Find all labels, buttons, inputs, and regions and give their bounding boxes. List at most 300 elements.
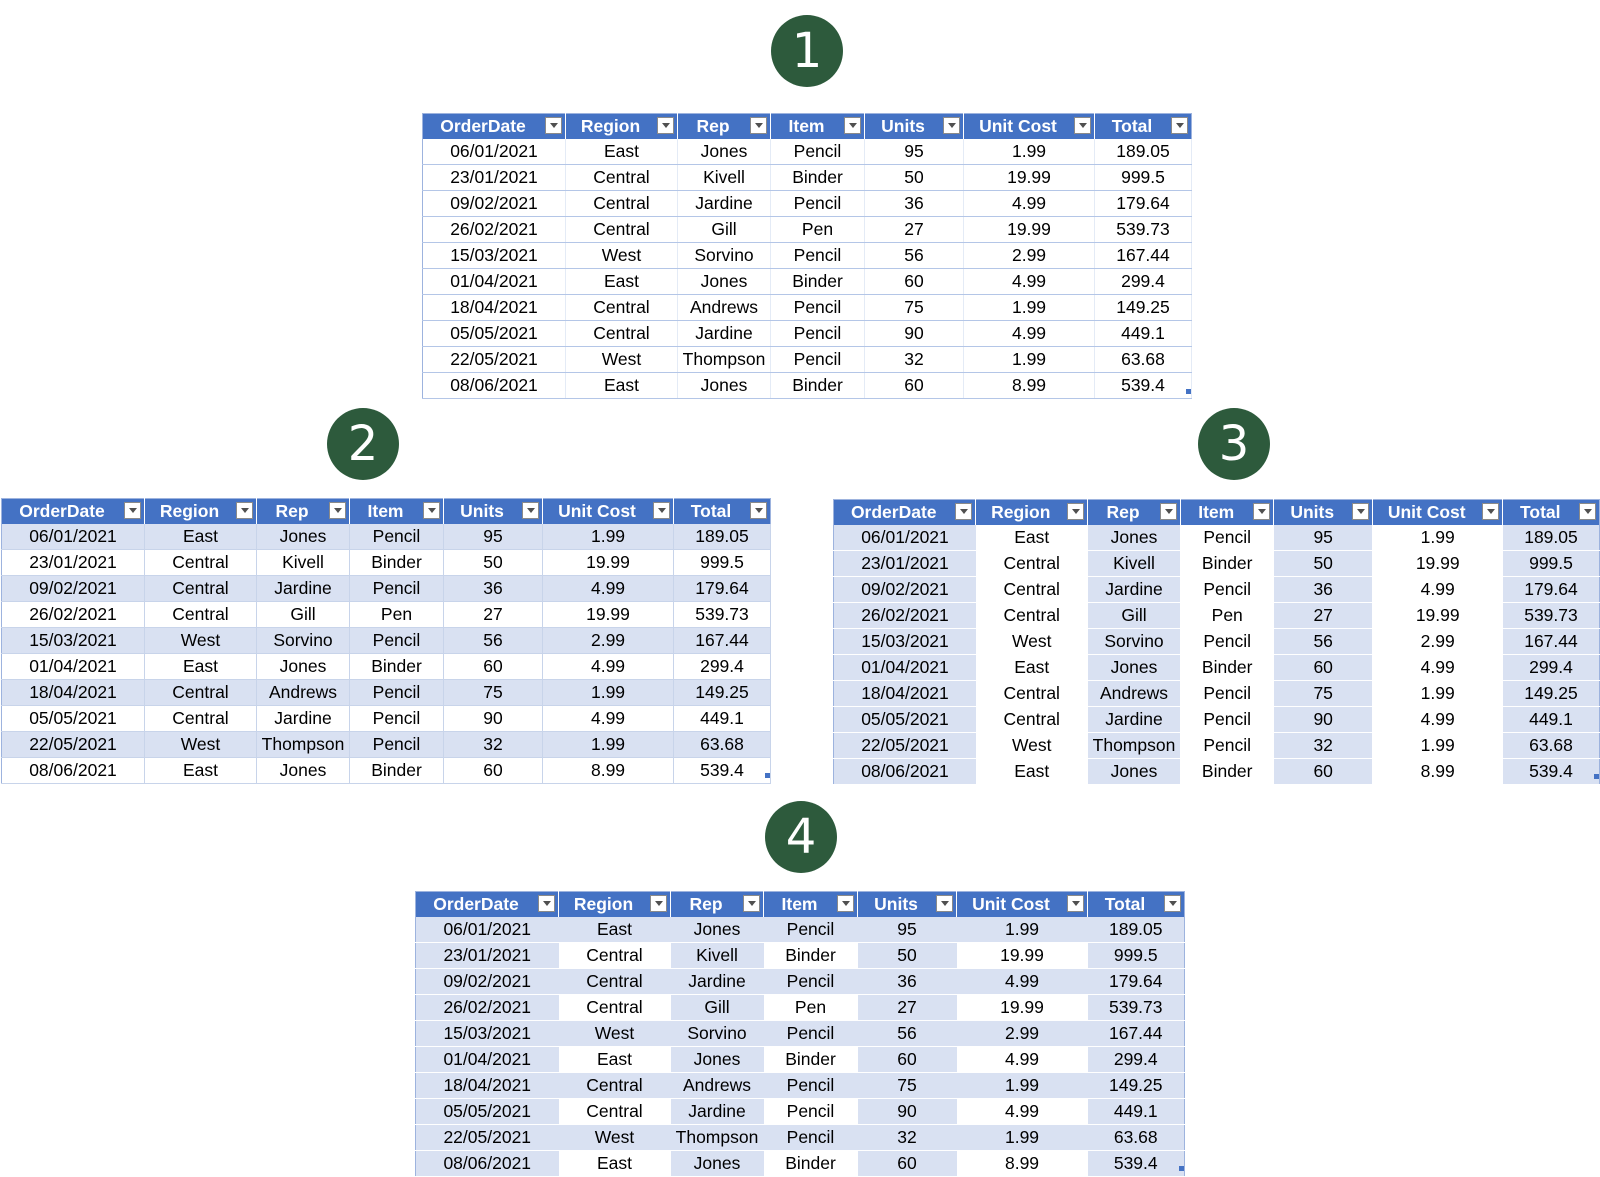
table-cell[interactable]: 22/05/2021 (416, 1125, 559, 1151)
table-cell[interactable]: 449.1 (674, 706, 771, 732)
table-cell[interactable]: Central (559, 1099, 671, 1125)
table-cell[interactable]: Central (566, 165, 678, 191)
filter-dropdown-icon[interactable] (955, 503, 972, 520)
table-cell[interactable]: 36 (1274, 577, 1373, 603)
table-cell[interactable]: 27 (858, 995, 957, 1021)
filter-dropdown-icon[interactable] (653, 502, 670, 519)
table-cell[interactable]: 539.4 (1088, 1151, 1185, 1177)
table-cell[interactable]: 01/04/2021 (416, 1047, 559, 1073)
table-cell[interactable]: 01/04/2021 (2, 654, 145, 680)
table-cell[interactable]: Pencil (764, 1125, 858, 1151)
table-cell[interactable]: Jardine (257, 576, 350, 602)
table-cell[interactable]: 149.25 (1503, 681, 1600, 707)
filter-dropdown-icon[interactable] (650, 895, 667, 912)
table-cell[interactable]: Jones (257, 524, 350, 550)
table-cell[interactable]: 1.99 (1372, 681, 1503, 707)
table-cell[interactable]: 26/02/2021 (423, 217, 566, 243)
table-cell[interactable]: 167.44 (1088, 1021, 1185, 1047)
filter-dropdown-icon[interactable] (837, 895, 854, 912)
table-cell[interactable]: Jones (671, 1151, 764, 1177)
table-cell[interactable]: 8.99 (957, 1151, 1088, 1177)
table-cell[interactable]: 299.4 (674, 654, 771, 680)
table-cell[interactable]: East (976, 655, 1088, 681)
table-cell[interactable]: 26/02/2021 (416, 995, 559, 1021)
filter-dropdown-icon[interactable] (1067, 503, 1084, 520)
filter-dropdown-icon[interactable] (936, 895, 953, 912)
table-cell[interactable]: 63.68 (1503, 733, 1600, 759)
table-cell[interactable]: Jones (1088, 655, 1181, 681)
table-cell[interactable]: 449.1 (1088, 1099, 1185, 1125)
table-cell[interactable]: 4.99 (964, 191, 1095, 217)
table-cell[interactable]: Gill (678, 217, 771, 243)
table-cell[interactable]: Sorvino (257, 628, 350, 654)
table-cell[interactable]: 06/01/2021 (423, 139, 566, 165)
table-cell[interactable]: Central (559, 995, 671, 1021)
table-cell[interactable]: 2.99 (543, 628, 674, 654)
table-cell[interactable]: 167.44 (1503, 629, 1600, 655)
table-cell[interactable]: Pencil (771, 321, 865, 347)
table-cell[interactable]: Thompson (1088, 733, 1181, 759)
table-cell[interactable]: 539.4 (674, 758, 771, 784)
table-cell[interactable]: 2.99 (1372, 629, 1503, 655)
table-cell[interactable]: 19.99 (957, 943, 1088, 969)
filter-dropdown-icon[interactable] (1160, 503, 1177, 520)
table-cell[interactable]: Gill (1088, 603, 1181, 629)
table-cell[interactable]: 63.68 (1088, 1125, 1185, 1151)
filter-dropdown-icon[interactable] (1074, 117, 1091, 134)
table-cell[interactable]: Central (559, 943, 671, 969)
table-cell[interactable]: 09/02/2021 (834, 577, 976, 603)
table-cell[interactable]: West (559, 1125, 671, 1151)
table-cell[interactable]: Central (566, 191, 678, 217)
table-cell[interactable]: Jardine (1088, 707, 1181, 733)
table-cell[interactable]: 75 (1274, 681, 1373, 707)
table-cell[interactable]: 999.5 (674, 550, 771, 576)
table-cell[interactable]: 539.4 (1095, 373, 1192, 399)
table-cell[interactable]: 60 (1274, 759, 1373, 785)
table-cell[interactable]: 4.99 (1372, 577, 1503, 603)
table-cell[interactable]: 179.64 (1095, 191, 1192, 217)
table-cell[interactable]: Jones (678, 269, 771, 295)
table-cell[interactable]: 999.5 (1088, 943, 1185, 969)
table-cell[interactable]: 539.73 (1088, 995, 1185, 1021)
table-cell[interactable]: 539.73 (1503, 603, 1600, 629)
table-cell[interactable]: Jardine (678, 321, 771, 347)
table-cell[interactable]: 1.99 (957, 1073, 1088, 1099)
table-cell[interactable]: 299.4 (1095, 269, 1192, 295)
table-cell[interactable]: Pen (771, 217, 865, 243)
table-cell[interactable]: Kivell (678, 165, 771, 191)
table-cell[interactable]: Kivell (671, 943, 764, 969)
table-cell[interactable]: 189.05 (1503, 525, 1600, 551)
table-cell[interactable]: 95 (865, 139, 964, 165)
table-cell[interactable]: Central (145, 602, 257, 628)
filter-dropdown-icon[interactable] (844, 117, 861, 134)
table-cell[interactable]: 75 (444, 680, 543, 706)
table-cell[interactable]: Thompson (257, 732, 350, 758)
table-cell[interactable]: 60 (444, 654, 543, 680)
table-cell[interactable]: Central (559, 969, 671, 995)
table-cell[interactable]: 1.99 (543, 680, 674, 706)
table-cell[interactable]: 60 (865, 269, 964, 295)
filter-dropdown-icon[interactable] (329, 502, 346, 519)
table-cell[interactable]: Central (976, 551, 1088, 577)
table-cell[interactable]: 8.99 (543, 758, 674, 784)
table-cell[interactable]: 8.99 (964, 373, 1095, 399)
table-cell[interactable]: 1.99 (1372, 733, 1503, 759)
table-cell[interactable]: 4.99 (957, 969, 1088, 995)
table-cell[interactable]: 05/05/2021 (416, 1099, 559, 1125)
table-cell[interactable]: Binder (1180, 759, 1273, 785)
filter-dropdown-icon[interactable] (423, 502, 440, 519)
table-cell[interactable]: Binder (764, 943, 858, 969)
table-cell[interactable]: 4.99 (1372, 655, 1503, 681)
table-cell[interactable]: 1.99 (543, 524, 674, 550)
table-cell[interactable]: 60 (444, 758, 543, 784)
table-cell[interactable]: 4.99 (964, 321, 1095, 347)
filter-dropdown-icon[interactable] (1067, 895, 1084, 912)
table-cell[interactable]: 1.99 (1372, 525, 1503, 551)
table-cell[interactable]: 95 (858, 917, 957, 943)
table-cell[interactable]: Jardine (671, 1099, 764, 1125)
table-cell[interactable]: East (566, 139, 678, 165)
table-cell[interactable]: 23/01/2021 (834, 551, 976, 577)
table-cell[interactable]: 149.25 (1095, 295, 1192, 321)
table-cell[interactable]: Sorvino (1088, 629, 1181, 655)
table-cell[interactable]: 299.4 (1503, 655, 1600, 681)
table-cell[interactable]: Central (145, 576, 257, 602)
table-cell[interactable]: 1.99 (964, 295, 1095, 321)
table-cell[interactable]: Sorvino (671, 1021, 764, 1047)
table-cell[interactable]: 19.99 (543, 602, 674, 628)
table-cell[interactable]: 4.99 (543, 576, 674, 602)
table-cell[interactable]: Pencil (771, 295, 865, 321)
table-cell[interactable]: West (976, 629, 1088, 655)
table-cell[interactable]: 23/01/2021 (423, 165, 566, 191)
table-cell[interactable]: Pencil (350, 732, 444, 758)
table-cell[interactable]: 22/05/2021 (423, 347, 566, 373)
table-cell[interactable]: 149.25 (674, 680, 771, 706)
table-cell[interactable]: 1.99 (964, 347, 1095, 373)
table-cell[interactable]: 22/05/2021 (2, 732, 145, 758)
table-cell[interactable]: 50 (858, 943, 957, 969)
table-cell[interactable]: Pen (1180, 603, 1273, 629)
table-cell[interactable]: Pencil (1180, 733, 1273, 759)
table-cell[interactable]: 179.64 (674, 576, 771, 602)
table-cell[interactable]: Central (976, 707, 1088, 733)
table-cell[interactable]: 19.99 (1372, 603, 1503, 629)
table-cell[interactable]: Pencil (771, 191, 865, 217)
table-cell[interactable]: 539.73 (674, 602, 771, 628)
table-cell[interactable]: Central (566, 295, 678, 321)
table-cell[interactable]: 2.99 (957, 1021, 1088, 1047)
table-cell[interactable]: 63.68 (674, 732, 771, 758)
table-cell[interactable]: Sorvino (678, 243, 771, 269)
table-cell[interactable]: West (559, 1021, 671, 1047)
table-cell[interactable]: 56 (865, 243, 964, 269)
table-cell[interactable]: 01/04/2021 (834, 655, 976, 681)
table-resize-handle[interactable] (765, 773, 770, 778)
table-cell[interactable]: 36 (444, 576, 543, 602)
table-cell[interactable]: East (145, 758, 257, 784)
table-cell[interactable]: 26/02/2021 (834, 603, 976, 629)
table-cell[interactable]: Central (145, 550, 257, 576)
table-cell[interactable]: 50 (444, 550, 543, 576)
table-cell[interactable]: Pencil (350, 706, 444, 732)
table-cell[interactable]: 50 (1274, 551, 1373, 577)
table-cell[interactable]: 27 (444, 602, 543, 628)
filter-dropdown-icon[interactable] (750, 117, 767, 134)
filter-dropdown-icon[interactable] (1482, 503, 1499, 520)
table-resize-handle[interactable] (1179, 1166, 1184, 1171)
table-cell[interactable]: 23/01/2021 (2, 550, 145, 576)
table-cell[interactable]: 32 (444, 732, 543, 758)
table-cell[interactable]: 90 (865, 321, 964, 347)
table-cell[interactable]: Central (976, 681, 1088, 707)
table-cell[interactable]: East (559, 1047, 671, 1073)
table-cell[interactable]: 18/04/2021 (416, 1073, 559, 1099)
table-cell[interactable]: Jones (257, 654, 350, 680)
table-cell[interactable]: 05/05/2021 (423, 321, 566, 347)
table-cell[interactable]: 179.64 (1088, 969, 1185, 995)
table-cell[interactable]: Pencil (764, 969, 858, 995)
table-cell[interactable]: 189.05 (1095, 139, 1192, 165)
table-cell[interactable]: Pencil (771, 347, 865, 373)
table-cell[interactable]: 167.44 (674, 628, 771, 654)
table-cell[interactable]: 95 (1274, 525, 1373, 551)
table-cell[interactable]: East (559, 1151, 671, 1177)
table-cell[interactable]: West (566, 347, 678, 373)
table-cell[interactable]: 56 (858, 1021, 957, 1047)
table-cell[interactable]: Binder (771, 269, 865, 295)
table-cell[interactable]: 09/02/2021 (416, 969, 559, 995)
table-cell[interactable]: 27 (1274, 603, 1373, 629)
table-cell[interactable]: Jones (678, 139, 771, 165)
table-resize-handle[interactable] (1186, 389, 1191, 394)
table-cell[interactable]: 15/03/2021 (834, 629, 976, 655)
table-cell[interactable]: East (976, 525, 1088, 551)
table-cell[interactable]: 22/05/2021 (834, 733, 976, 759)
table-cell[interactable]: 4.99 (1372, 707, 1503, 733)
table-cell[interactable]: Jardine (1088, 577, 1181, 603)
table-cell[interactable]: Pencil (764, 1073, 858, 1099)
table-cell[interactable]: Andrews (671, 1073, 764, 1099)
table-cell[interactable]: 08/06/2021 (416, 1151, 559, 1177)
table-cell[interactable]: East (566, 373, 678, 399)
table-cell[interactable]: Kivell (257, 550, 350, 576)
filter-dropdown-icon[interactable] (538, 895, 555, 912)
table-cell[interactable]: Central (559, 1073, 671, 1099)
table-cell[interactable]: West (145, 628, 257, 654)
table-cell[interactable]: Pencil (771, 139, 865, 165)
table-cell[interactable]: Pencil (771, 243, 865, 269)
table-cell[interactable]: 167.44 (1095, 243, 1192, 269)
table-cell[interactable]: East (145, 524, 257, 550)
table-cell[interactable]: Binder (350, 654, 444, 680)
table-cell[interactable]: 2.99 (964, 243, 1095, 269)
table-cell[interactable]: Jardine (671, 969, 764, 995)
table-cell[interactable]: Binder (1180, 655, 1273, 681)
table-cell[interactable]: 15/03/2021 (2, 628, 145, 654)
table-cell[interactable]: 75 (865, 295, 964, 321)
table-cell[interactable]: Andrews (257, 680, 350, 706)
table-cell[interactable]: 4.99 (957, 1099, 1088, 1125)
filter-dropdown-icon[interactable] (124, 502, 141, 519)
table-cell[interactable]: 08/06/2021 (2, 758, 145, 784)
table-cell[interactable]: Binder (771, 373, 865, 399)
table-cell[interactable]: 449.1 (1503, 707, 1600, 733)
filter-dropdown-icon[interactable] (943, 117, 960, 134)
table-cell[interactable]: Pencil (350, 524, 444, 550)
table-cell[interactable]: 18/04/2021 (2, 680, 145, 706)
table-cell[interactable]: 36 (858, 969, 957, 995)
table-cell[interactable]: West (566, 243, 678, 269)
table-cell[interactable]: Andrews (1088, 681, 1181, 707)
table-cell[interactable]: 36 (865, 191, 964, 217)
table-cell[interactable]: 179.64 (1503, 577, 1600, 603)
table-cell[interactable]: Binder (764, 1151, 858, 1177)
table-cell[interactable]: 149.25 (1088, 1073, 1185, 1099)
table-cell[interactable]: 19.99 (957, 995, 1088, 1021)
filter-dropdown-icon[interactable] (522, 502, 539, 519)
table-cell[interactable]: 01/04/2021 (423, 269, 566, 295)
table-cell[interactable]: 4.99 (543, 654, 674, 680)
filter-dropdown-icon[interactable] (1253, 503, 1270, 520)
table-cell[interactable]: Pen (764, 995, 858, 1021)
table-cell[interactable]: Gill (257, 602, 350, 628)
table-cell[interactable]: 19.99 (543, 550, 674, 576)
table-cell[interactable]: 60 (865, 373, 964, 399)
table-cell[interactable]: 09/02/2021 (2, 576, 145, 602)
table-cell[interactable]: Pencil (764, 1021, 858, 1047)
table-cell[interactable]: West (976, 733, 1088, 759)
table-cell[interactable]: Pencil (764, 917, 858, 943)
table-cell[interactable]: 06/01/2021 (416, 917, 559, 943)
table-cell[interactable]: East (559, 917, 671, 943)
table-cell[interactable]: 539.4 (1503, 759, 1600, 785)
table-cell[interactable]: East (976, 759, 1088, 785)
table-cell[interactable]: 189.05 (1088, 917, 1185, 943)
table-cell[interactable]: 56 (444, 628, 543, 654)
table-resize-handle[interactable] (1594, 774, 1599, 779)
table-cell[interactable]: 1.99 (964, 139, 1095, 165)
table-cell[interactable]: 32 (858, 1125, 957, 1151)
filter-dropdown-icon[interactable] (236, 502, 253, 519)
table-cell[interactable]: Binder (350, 758, 444, 784)
table-cell[interactable]: Pencil (1180, 707, 1273, 733)
table-cell[interactable]: 60 (858, 1047, 957, 1073)
table-cell[interactable]: 999.5 (1095, 165, 1192, 191)
table-cell[interactable]: Pencil (350, 576, 444, 602)
table-cell[interactable]: 4.99 (957, 1047, 1088, 1073)
table-cell[interactable]: Pencil (1180, 629, 1273, 655)
table-cell[interactable]: Kivell (1088, 551, 1181, 577)
table-cell[interactable]: Pencil (1180, 525, 1273, 551)
table-cell[interactable]: 18/04/2021 (834, 681, 976, 707)
filter-dropdown-icon[interactable] (545, 117, 562, 134)
table-cell[interactable]: Binder (1180, 551, 1273, 577)
table-cell[interactable]: 19.99 (964, 217, 1095, 243)
table-cell[interactable]: 05/05/2021 (834, 707, 976, 733)
table-cell[interactable]: 189.05 (674, 524, 771, 550)
table-cell[interactable]: 32 (1274, 733, 1373, 759)
filter-dropdown-icon[interactable] (657, 117, 674, 134)
table-cell[interactable]: Central (145, 706, 257, 732)
table-cell[interactable]: Central (566, 321, 678, 347)
table-cell[interactable]: 05/05/2021 (2, 706, 145, 732)
table-cell[interactable]: Jones (1088, 525, 1181, 551)
table-cell[interactable]: Pencil (1180, 577, 1273, 603)
table-cell[interactable]: 90 (858, 1099, 957, 1125)
table-cell[interactable]: Binder (764, 1047, 858, 1073)
table-cell[interactable]: 06/01/2021 (2, 524, 145, 550)
table-cell[interactable]: Andrews (678, 295, 771, 321)
table-cell[interactable]: 299.4 (1088, 1047, 1185, 1073)
table-cell[interactable]: Pencil (1180, 681, 1273, 707)
table-cell[interactable]: 19.99 (1372, 551, 1503, 577)
table-cell[interactable]: 08/06/2021 (834, 759, 976, 785)
table-cell[interactable]: Thompson (671, 1125, 764, 1151)
table-cell[interactable]: 09/02/2021 (423, 191, 566, 217)
table-cell[interactable]: 19.99 (964, 165, 1095, 191)
filter-dropdown-icon[interactable] (743, 895, 760, 912)
table-cell[interactable]: 1.99 (957, 917, 1088, 943)
table-cell[interactable]: 90 (444, 706, 543, 732)
table-cell[interactable]: East (145, 654, 257, 680)
table-cell[interactable]: 50 (865, 165, 964, 191)
table-cell[interactable]: Jardine (678, 191, 771, 217)
table-cell[interactable]: Jones (257, 758, 350, 784)
table-cell[interactable]: 4.99 (543, 706, 674, 732)
table-cell[interactable]: Thompson (678, 347, 771, 373)
table-cell[interactable]: 999.5 (1503, 551, 1600, 577)
table-cell[interactable]: Central (566, 217, 678, 243)
table-cell[interactable]: 56 (1274, 629, 1373, 655)
table-cell[interactable]: Pencil (764, 1099, 858, 1125)
table-cell[interactable]: Central (976, 577, 1088, 603)
table-cell[interactable]: 27 (865, 217, 964, 243)
table-cell[interactable]: Binder (350, 550, 444, 576)
table-cell[interactable]: Jones (678, 373, 771, 399)
table-cell[interactable]: Pencil (350, 680, 444, 706)
table-cell[interactable]: 26/02/2021 (2, 602, 145, 628)
filter-dropdown-icon[interactable] (1171, 117, 1188, 134)
table-cell[interactable]: Central (976, 603, 1088, 629)
table-cell[interactable]: 4.99 (964, 269, 1095, 295)
table-cell[interactable]: 15/03/2021 (416, 1021, 559, 1047)
table-cell[interactable]: 449.1 (1095, 321, 1192, 347)
table-cell[interactable]: Jardine (257, 706, 350, 732)
table-cell[interactable]: 95 (444, 524, 543, 550)
table-cell[interactable]: Pen (350, 602, 444, 628)
filter-dropdown-icon[interactable] (750, 502, 767, 519)
table-cell[interactable]: Binder (771, 165, 865, 191)
table-cell[interactable]: 32 (865, 347, 964, 373)
table-cell[interactable]: 90 (1274, 707, 1373, 733)
table-cell[interactable]: 539.73 (1095, 217, 1192, 243)
table-cell[interactable]: East (566, 269, 678, 295)
table-cell[interactable]: 60 (858, 1151, 957, 1177)
table-cell[interactable]: 1.99 (957, 1125, 1088, 1151)
table-cell[interactable]: West (145, 732, 257, 758)
table-cell[interactable]: Jones (671, 1047, 764, 1073)
table-cell[interactable]: 1.99 (543, 732, 674, 758)
table-cell[interactable]: Jones (671, 917, 764, 943)
table-cell[interactable]: 08/06/2021 (423, 373, 566, 399)
filter-dropdown-icon[interactable] (1164, 895, 1181, 912)
table-cell[interactable]: 15/03/2021 (423, 243, 566, 269)
table-cell[interactable]: 18/04/2021 (423, 295, 566, 321)
